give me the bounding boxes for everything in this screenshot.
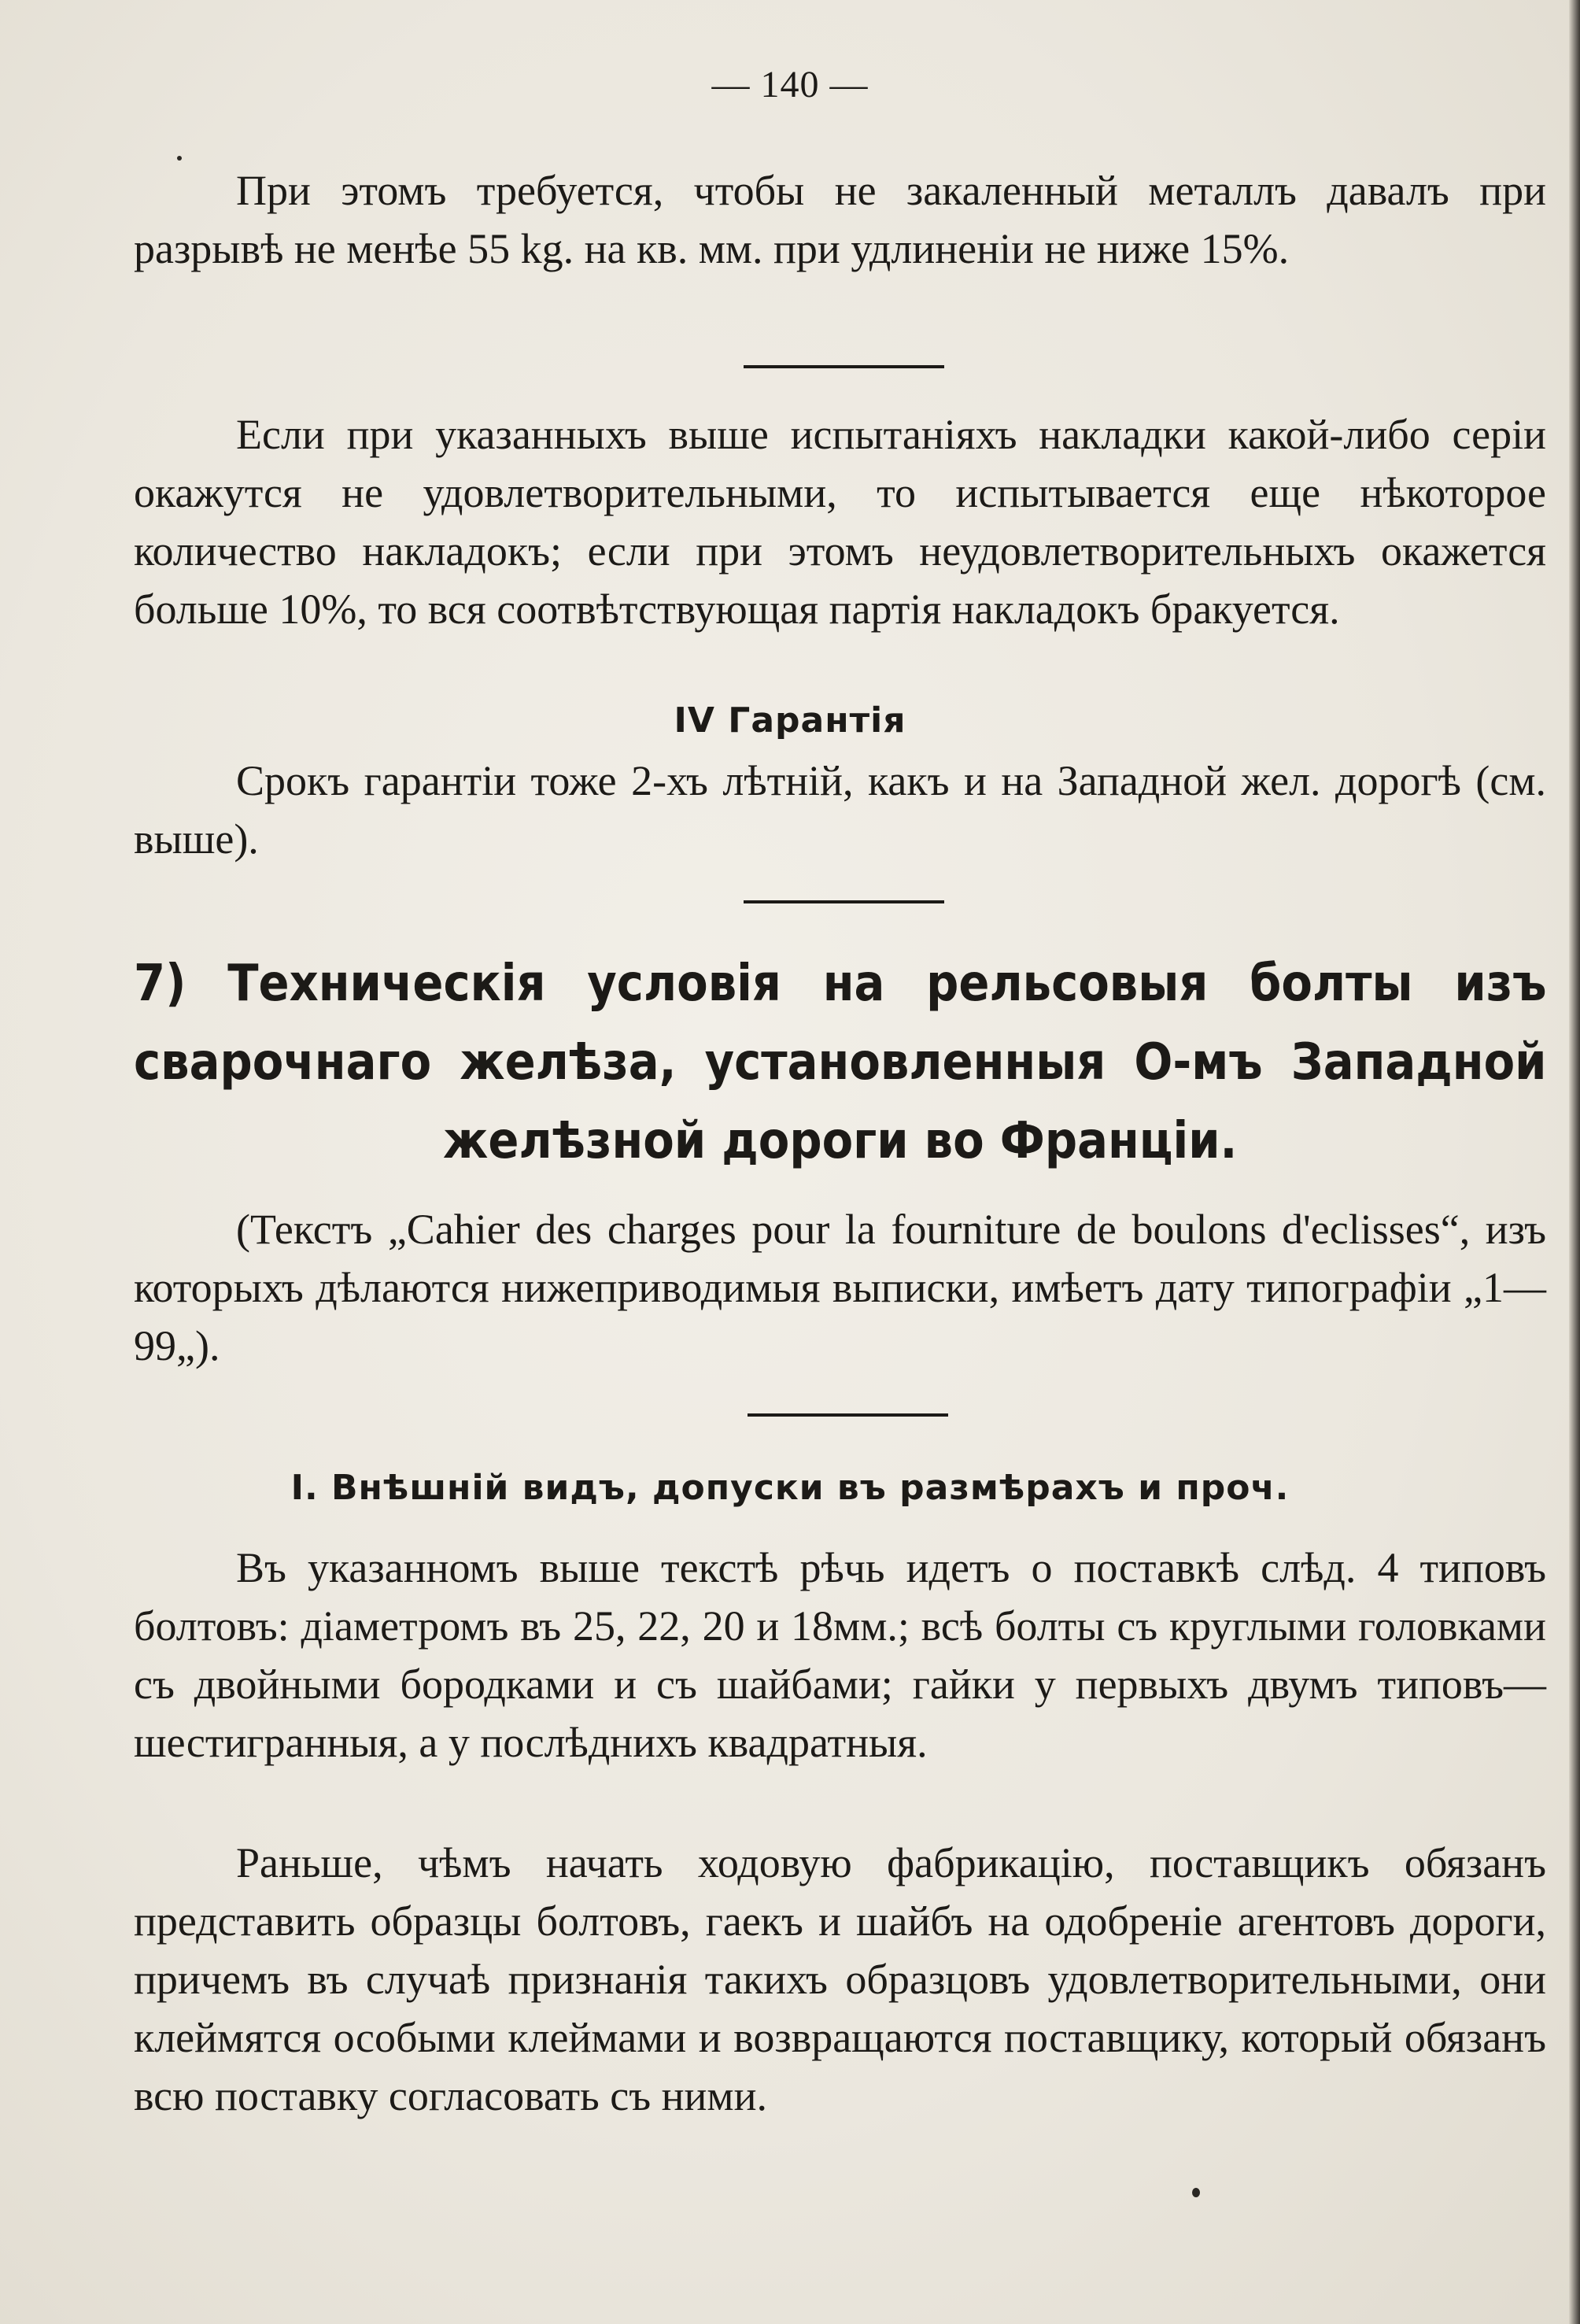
section-heading: 7) Техническія условія на рельсовыя болты изъ сварочнаго желѣза, установленныя О-мъ Западной желѣзной дороги во Франціи. xyxy=(134,955,1547,1170)
page-number: — 140 — xyxy=(711,64,869,105)
paragraph-test-failure: Если при указанныхъ выше испытаніяхъ накладки какой-либо серіи окажутся не удовлетворительными, то испытывается еще нѣкоторое количество накладокъ; если при этомъ неудовлетворительныхъ окажется больше 10%, то вся соотвѣтствующая партія накладокъ бракуется. xyxy=(134,411,1546,633)
subsection-heading: I. Внѣшній видъ, допуски въ размѣрахъ и проч. xyxy=(290,1468,1290,1508)
page-edge-shadow xyxy=(1569,0,1580,2324)
ink-speck xyxy=(1192,2188,1200,2197)
separator-rule xyxy=(744,365,944,368)
paragraph-guarantee: Срокъ гарантіи тоже 2-хъ лѣтній, какъ и на Западной жел. дорогѣ (см. выше). xyxy=(134,757,1546,863)
paragraph-samples: Раньше, чѣмъ начать ходовую фабрикацію, поставщикъ обязанъ представить образцы болтовъ, гаекъ и шайбъ на одобреніе агентовъ дороги, причемъ въ случаѣ признанія такихъ образцовъ удовлетворительными, они клеймятся особыми клеймами и возвращаются поставщику, который обязанъ всю поставку согласовать съ ними. xyxy=(134,1839,1546,2119)
guarantee-heading: IV Гарантія xyxy=(674,700,906,741)
paragraph-metal-requirement: При этомъ требуется, чтобы не закаленный металлъ давалъ при разрывѣ не менѣе 55 kg. на кв. мм. при удлиненіи не ниже 15%. xyxy=(134,167,1546,272)
separator-rule xyxy=(748,1413,948,1417)
paragraph-bolt-types: Въ указанномъ выше текстѣ рѣчь идетъ о поставкѣ слѣд. 4 типовъ болтовъ: діаметромъ въ 25, 22, 20 и 18мм.; всѣ болты съ круглыми головками съ двойными бородками и съ шайбами; гайки у первыхъ двумъ типовъ— шестигранныя, а у послѣднихъ квадратныя. xyxy=(134,1544,1546,1766)
ink-speck xyxy=(177,156,182,161)
paragraph-source-text: (Текстъ „Cahier des charges pour la fourniture de boulons d'eclisses“, изъ которыхъ дѣлаются нижеприводимыя выписки, имѣетъ дату типографіи „1—99„). xyxy=(134,1206,1546,1369)
separator-rule xyxy=(744,900,944,903)
